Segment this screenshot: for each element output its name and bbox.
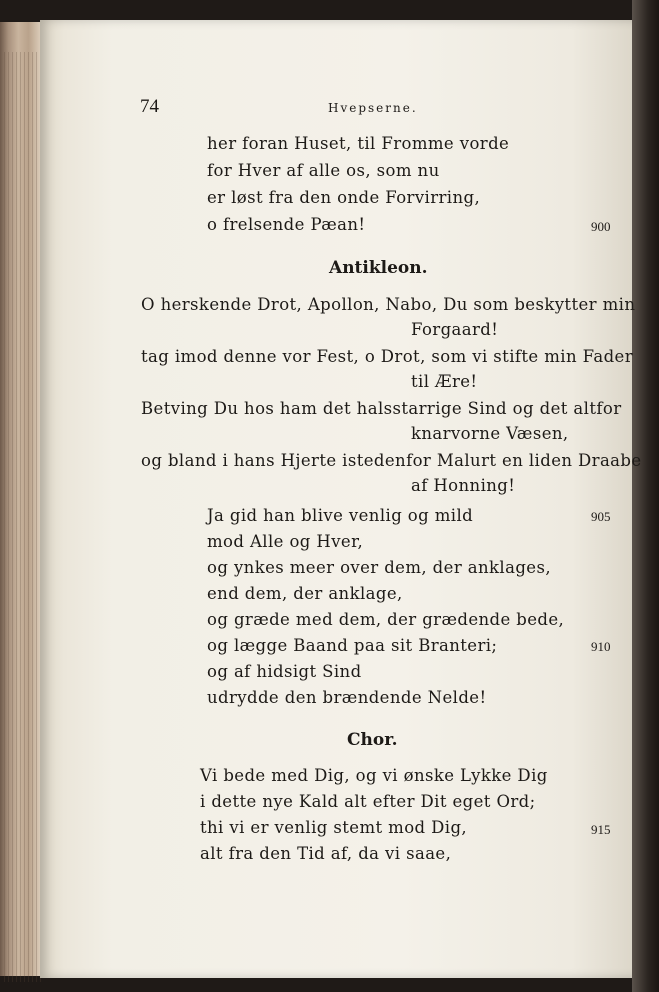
verse-line: i dette nye Kald alt efter Dit eget Ord;: [200, 792, 536, 811]
verse-line: Betving Du hos ham det halsstarrige Sind og det altfor: [141, 399, 622, 418]
line-number: 900: [591, 219, 611, 234]
line-number: 910: [591, 639, 611, 654]
running-title: Hvepserne.: [328, 101, 418, 115]
verse-line: og bland i hans Hjerte istedenfor Malurt en liden Draabe: [141, 451, 642, 470]
verse-line: alt fra den Tid af, da vi saae,: [200, 844, 452, 863]
verse-line: thi vi er venlig stemt mod Dig,: [200, 818, 468, 837]
verse-line: og ynkes meer over dem, der anklages,: [207, 558, 551, 577]
verse-line: af Honning!: [411, 476, 516, 495]
line-number: 905: [591, 509, 611, 524]
verse-line: knarvorne Væsen,: [411, 424, 569, 443]
verse-line: her foran Huset, til Fromme vorde: [207, 134, 510, 153]
page-number: 74: [140, 96, 159, 117]
verse-line: og af hidsigt Sind: [207, 662, 362, 681]
verse-line: Ja gid han blive venlig og mild: [207, 506, 474, 525]
verse-line: til Ære!: [411, 372, 478, 391]
verse-line: udrydde den brændende Nelde!: [207, 688, 487, 707]
speaker-heading: Chor.: [347, 730, 398, 750]
verse-line: og græde med dem, der grædende bede,: [207, 610, 565, 629]
verse-line: end dem, der anklage,: [207, 584, 403, 603]
line-number: 915: [591, 822, 611, 837]
verse-line: Vi bede med Dig, og vi ønske Lykke Dig: [200, 766, 548, 785]
verse-line: o frelsende Pæan!: [207, 215, 366, 234]
verse-line: Forgaard!: [411, 320, 499, 339]
speaker-heading: Antikleon.: [329, 258, 428, 278]
page-edges: [4, 52, 42, 982]
verse-line: O herskende Drot, Apollon, Nabo, Du som beskytter min: [141, 295, 636, 314]
verse-line: mod Alle og Hver,: [207, 532, 364, 551]
book-gutter-shadow: [632, 0, 659, 992]
verse-line: er løst fra den onde Forvirring,: [207, 188, 481, 207]
verse-line: og lægge Baand paa sit Branteri;: [207, 636, 498, 655]
verse-line: tag imod denne vor Fest, o Drot, som vi stifte min Fader: [141, 347, 633, 366]
verse-line: for Hver af alle os, som nu: [207, 161, 440, 180]
